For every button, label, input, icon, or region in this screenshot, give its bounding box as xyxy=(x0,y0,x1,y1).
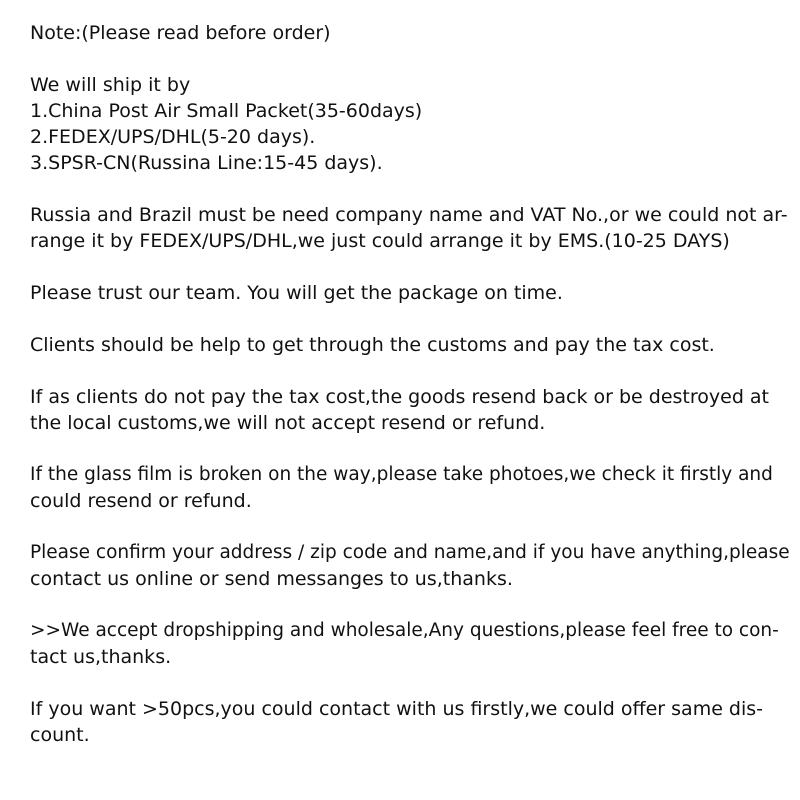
discount-text: count. xyxy=(30,724,90,746)
spacer xyxy=(30,358,790,384)
glass-film-text: could resend or refund. xyxy=(30,490,252,512)
dropship-text: tact us,thanks. xyxy=(30,646,172,668)
note-title: Note:(Please read before order) xyxy=(30,22,331,44)
spacer xyxy=(30,592,790,618)
shipping-intro: We will ship it by xyxy=(30,74,191,96)
tax-text: the local customs,we will not accept resend or refund. xyxy=(30,412,546,434)
discount-text: If you want >50pcs,you could contact with us firstly,we could offer same dis- xyxy=(30,698,764,720)
glass-film-text: If the glass film is broken on the way,please take photoes,we check it firstly and xyxy=(30,464,773,485)
notice-document xyxy=(30,20,790,748)
spacer xyxy=(30,46,790,72)
russia-brazil-text: range it by FEDEX/UPS/DHL,we just could arrange it by EMS.(10-25 DAYS) xyxy=(30,230,730,252)
dropship-text: >>We accept dropshipping and wholesale,Any questions,please feel free to con- xyxy=(30,620,779,641)
tax-text: If as clients do not pay the tax cost,the goods resend back or be destroyed at xyxy=(30,386,770,408)
customs-text: Clients should be help to get through the customs and pay the tax cost. xyxy=(30,334,715,356)
spacer xyxy=(30,176,790,202)
shipping-option: 3.SPSR-CN(Russina Line:15-45 days). xyxy=(30,152,383,174)
spacer xyxy=(30,306,790,332)
spacer xyxy=(30,254,790,280)
trust-text: Please trust our team. You will get the package on time. xyxy=(30,282,563,304)
address-text: contact us online or send messanges to us,thanks. xyxy=(30,568,513,590)
shipping-option: 2.FEDEX/UPS/DHL(5-20 days). xyxy=(30,126,316,148)
spacer xyxy=(30,670,790,696)
spacer xyxy=(30,514,790,540)
address-text: Please confirm your address / zip code and name,and if you have anything,please xyxy=(30,542,790,563)
russia-brazil-text: Russia and Brazil must be need company name and VAT No.,or we could not ar- xyxy=(30,204,788,226)
spacer xyxy=(30,436,790,462)
shipping-option: 1.China Post Air Small Packet(35-60days) xyxy=(30,100,423,122)
